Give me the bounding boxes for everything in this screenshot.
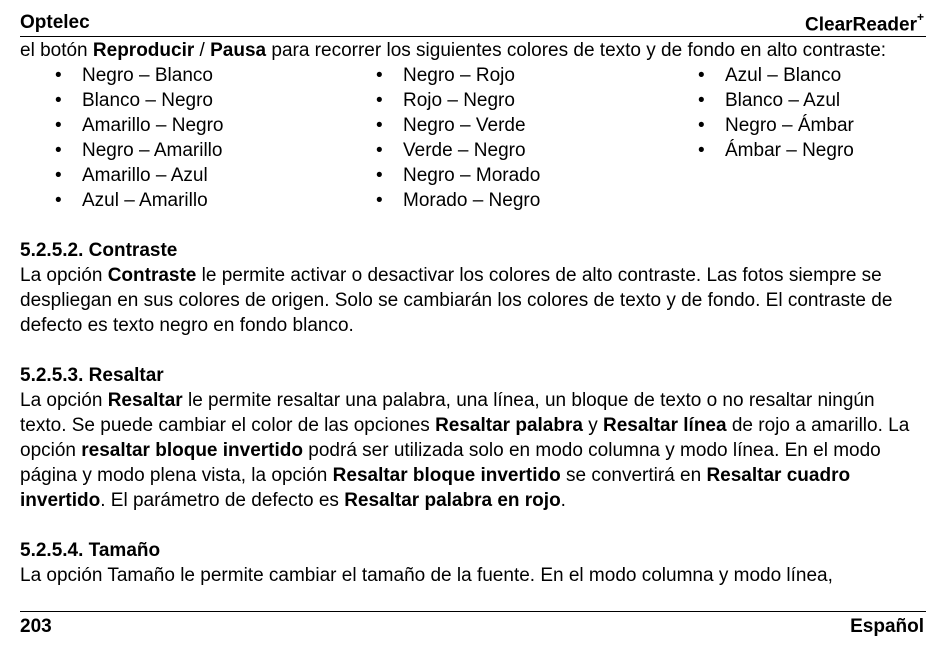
list-item bbox=[360, 113, 540, 138]
bullet-icon: • bbox=[55, 190, 62, 211]
bullet-icon: • bbox=[55, 140, 62, 161]
list-item-text: Blanco – Azul bbox=[725, 90, 841, 111]
list-item-text: Blanco – Negro bbox=[82, 90, 213, 111]
header-product-name: ClearReader bbox=[805, 14, 917, 36]
header-product-sup: + bbox=[916, 10, 924, 24]
list-item-text: Amarillo – Azul bbox=[82, 165, 208, 186]
list-item-text: Negro – Amarillo bbox=[82, 140, 223, 161]
list-item bbox=[39, 88, 224, 113]
resaltar-bold-4: resaltar bloque invertido bbox=[81, 440, 304, 461]
resaltar-text-6: se convertirá en bbox=[560, 465, 707, 486]
bullet-icon: • bbox=[376, 165, 383, 186]
page-number: 203 bbox=[20, 616, 52, 637]
list-item-text: Negro – Morado bbox=[403, 165, 541, 186]
header-brand: Optelec bbox=[20, 12, 90, 33]
list-item-text: Verde – Negro bbox=[403, 140, 526, 161]
bullet-icon: • bbox=[698, 90, 705, 111]
page-header bbox=[20, 8, 926, 37]
list-item bbox=[360, 138, 540, 163]
intro-bold-reproducir: Reproducir bbox=[92, 40, 195, 61]
list-item bbox=[39, 113, 224, 138]
list-item-text: Azul – Amarillo bbox=[82, 190, 208, 211]
list-item-text: Azul – Blanco bbox=[725, 65, 842, 86]
list-item bbox=[360, 88, 540, 113]
list-item bbox=[39, 188, 224, 213]
color-combinations-list bbox=[20, 63, 926, 213]
contraste-paragraph bbox=[20, 263, 926, 338]
tamano-paragraph: La opción Tamaño le permite cambiar el tamaño de la fuente. En el modo columna y modo línea, bbox=[20, 565, 833, 586]
section-heading-resaltar: 5.2.5.3. Resaltar bbox=[20, 365, 164, 386]
list-item-text: Negro – Blanco bbox=[82, 65, 213, 86]
list-item bbox=[682, 138, 854, 163]
contraste-bold: Contraste bbox=[107, 265, 197, 286]
color-list-column-1 bbox=[39, 63, 224, 213]
section-heading-tamano: 5.2.5.4. Tamaño bbox=[20, 540, 161, 561]
bullet-icon: • bbox=[55, 165, 62, 186]
footer-language: Español bbox=[850, 616, 924, 637]
color-list-column-2 bbox=[360, 63, 540, 213]
list-item bbox=[39, 63, 224, 88]
bullet-icon: • bbox=[376, 115, 383, 136]
bullet-icon: • bbox=[55, 65, 62, 86]
bullet-icon: • bbox=[376, 90, 383, 111]
list-item-text: Negro – Rojo bbox=[403, 65, 515, 86]
intro-bold-pausa: Pausa bbox=[210, 40, 267, 61]
color-list-column-3 bbox=[682, 63, 854, 163]
list-item bbox=[360, 188, 540, 213]
list-item bbox=[682, 63, 854, 88]
resaltar-text-3: y bbox=[582, 415, 603, 436]
intro-paragraph bbox=[20, 38, 926, 63]
header-product bbox=[805, 12, 924, 36]
section-heading-contraste: 5.2.5.2. Contraste bbox=[20, 240, 178, 261]
resaltar-text-4: de rojo a amarillo. La opción bbox=[20, 415, 910, 461]
bullet-icon: • bbox=[55, 115, 62, 136]
spacer bbox=[20, 513, 926, 538]
list-item bbox=[360, 163, 540, 188]
intro-text-2: / bbox=[194, 40, 211, 61]
bullet-icon: • bbox=[698, 115, 705, 136]
resaltar-text-5: podrá ser utilizada solo en modo columna y modo línea. En el modo página y modo plena vista, la opción bbox=[20, 440, 881, 486]
list-item bbox=[39, 138, 224, 163]
list-item bbox=[360, 63, 540, 88]
list-item-text: Negro – Verde bbox=[403, 115, 526, 136]
list-item-text: Amarillo – Negro bbox=[82, 115, 224, 136]
contraste-text-2: le permite activar o desactivar los colores de alto contraste. Las fotos siempre se despliegan en sus colores de origen. Solo se cambiarán los colores de texto y de fondo. El contraste de defecto es texto negro en fondo blanco. bbox=[20, 265, 893, 336]
page-footer bbox=[20, 611, 926, 642]
list-item-text: Morado – Negro bbox=[403, 190, 541, 211]
resaltar-text-2: le permite resaltar una palabra, una línea, un bloque de texto o no resaltar ningún texto. Se puede cambiar el color de las opciones bbox=[20, 390, 875, 436]
bullet-icon: • bbox=[698, 65, 705, 86]
contraste-text-1: La opción bbox=[20, 265, 108, 286]
bullet-icon: • bbox=[376, 65, 383, 86]
bullet-icon: • bbox=[55, 90, 62, 111]
resaltar-text-8: . bbox=[560, 490, 566, 511]
resaltar-bold-1: Resaltar bbox=[107, 390, 183, 411]
resaltar-bold-7: Resaltar palabra en rojo bbox=[344, 490, 561, 511]
list-item-text: Negro – Ámbar bbox=[725, 115, 854, 136]
spacer bbox=[20, 338, 926, 363]
list-item bbox=[682, 88, 854, 113]
resaltar-text-7: . El parámetro de defecto es bbox=[100, 490, 345, 511]
list-item-text: Rojo – Negro bbox=[403, 90, 515, 111]
intro-text-1: el botón bbox=[20, 40, 93, 61]
resaltar-bold-5: Resaltar bloque invertido bbox=[332, 465, 561, 486]
spacer bbox=[20, 213, 926, 238]
bullet-icon: • bbox=[376, 190, 383, 211]
bullet-icon: • bbox=[698, 140, 705, 161]
resaltar-paragraph bbox=[20, 388, 926, 513]
resaltar-bold-3: Resaltar línea bbox=[603, 415, 727, 436]
list-item-text: Ámbar – Negro bbox=[725, 140, 854, 161]
bullet-icon: • bbox=[376, 140, 383, 161]
intro-text-3: para recorrer los siguientes colores de texto y de fondo en alto contraste: bbox=[266, 40, 887, 61]
list-item bbox=[39, 163, 224, 188]
resaltar-text-1: La opción bbox=[20, 390, 108, 411]
resaltar-bold-2: Resaltar palabra bbox=[435, 415, 583, 436]
page-content bbox=[20, 38, 926, 588]
list-item bbox=[682, 113, 854, 138]
resaltar-bold-6: Resaltar cuadro invertido bbox=[20, 465, 851, 511]
